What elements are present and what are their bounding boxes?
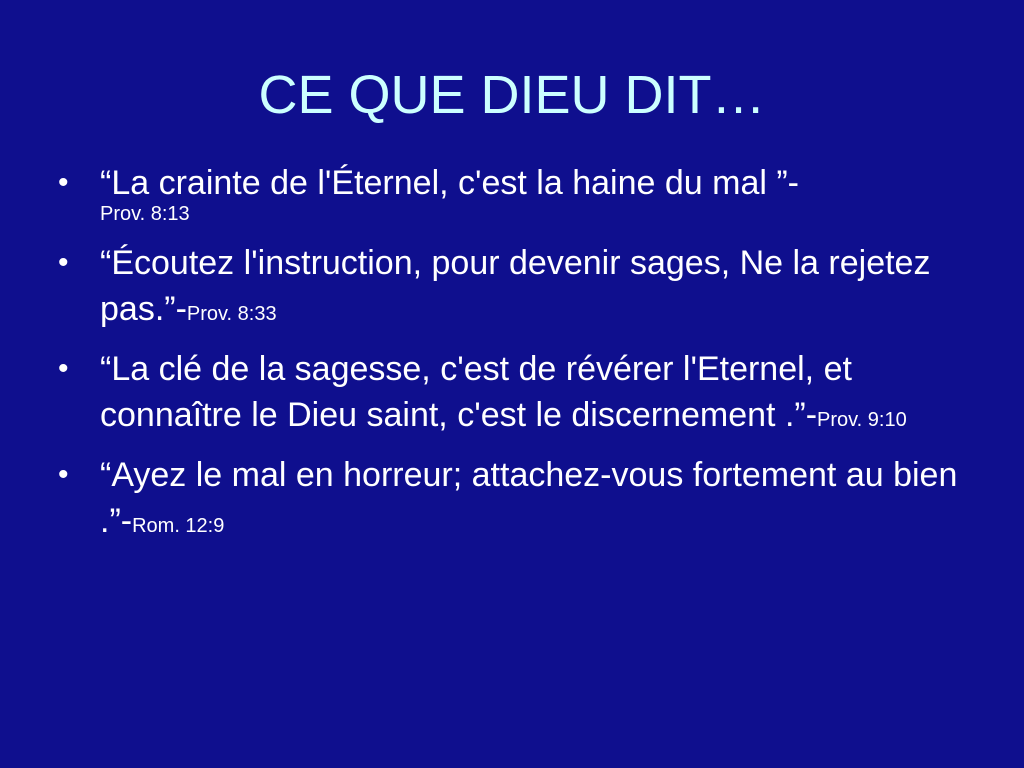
scripture-reference: Rom. 12:9	[132, 515, 225, 537]
quote-text: “Écoutez l'instruction, pour devenir sages, Ne la rejetez pas.”-	[100, 244, 931, 328]
scripture-reference: Prov. 9:10	[817, 409, 907, 431]
bullet-item-4	[58, 452, 958, 544]
quote-text: “Ayez le mal en horreur; attachez-vous fortement au bien .”-	[100, 456, 958, 540]
bullet-item-2	[58, 240, 958, 332]
bullet-icon: •	[58, 166, 69, 199]
bullet-item-1	[58, 160, 958, 226]
scripture-reference: Prov. 8:13	[100, 203, 190, 225]
bullet-icon: •	[58, 352, 69, 385]
slide-title: CE QUE DIEU DIT…	[258, 65, 766, 125]
quote-text: “La crainte de l'Éternel, c'est la haine du mal ”-	[100, 164, 799, 202]
bullet-icon: •	[58, 458, 69, 491]
scripture-reference: Prov. 8:33	[186, 303, 277, 325]
bullet-icon: •	[58, 246, 69, 279]
bullet-list	[58, 160, 958, 544]
bullet-item-3	[58, 346, 958, 438]
quote-text: “La clé de la sagesse, c'est de révérer l'Eternel, et connaître le Dieu saint, c'est le discernement .”-	[100, 350, 852, 434]
